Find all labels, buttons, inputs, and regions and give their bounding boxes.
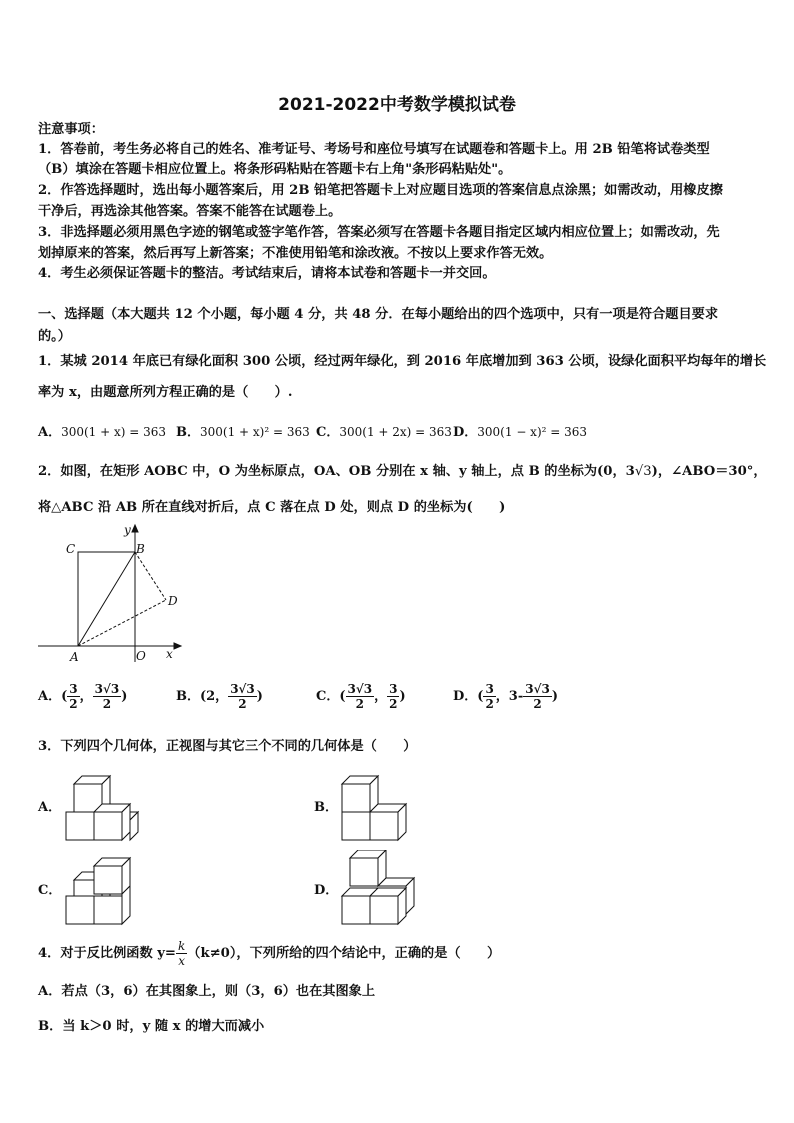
notice-line-7: 4．考生必须保证答题卡的整洁。考试结束后，请将本试卷和答题卡一并交回。: [38, 266, 496, 281]
close-paren: ): [399, 689, 406, 704]
q4-option-b: B．当 k＞0 时，y 随 x 的增大而减小: [38, 1019, 265, 1034]
notice-line-3: 2．作答选择题时，选出每小题答案后，用 2B 铅笔把答题卡上对应题目选项的答案信息点涂黑；如需改动，用橡皮擦: [38, 183, 723, 198]
fraction-k-over-x: [176, 939, 187, 968]
fraction: [228, 682, 257, 711]
q2-stem-line-1: [38, 463, 767, 481]
denominator: 2: [69, 697, 78, 711]
q2-option-b-label: B．(2，: [176, 689, 229, 704]
segment-bd: [135, 552, 166, 600]
y-axis-arrow: [132, 525, 138, 532]
q3-solid-d: [340, 850, 422, 926]
q3-option-c-label: C．: [38, 883, 62, 898]
numerator: 3: [389, 682, 398, 696]
numerator: 3: [69, 682, 78, 696]
separator: ，: [79, 689, 93, 704]
label-a: A: [70, 650, 79, 664]
denominator: 2: [238, 697, 247, 711]
notice-line-2: （B）填涂在答题卡相应位置上。将条形码粘贴在答题卡右上角"条形码粘贴处"。: [38, 162, 512, 177]
q2-option-a-label: A．(: [38, 689, 68, 704]
q4-stem-part-a: 4．对于反比例函数 y=: [38, 946, 176, 961]
q3-option-a-label: A．: [38, 800, 62, 815]
denominator: x: [178, 954, 186, 968]
close-paren: ): [256, 689, 263, 704]
label-y: y: [124, 523, 131, 537]
q1-option-d: [453, 421, 587, 440]
q2-figure: [36, 522, 186, 664]
fraction: [523, 682, 552, 711]
numerator: 3√3: [230, 682, 255, 696]
q4-option-a: A．若点（3，6）在其图象上，则（3，6）也在其图象上: [38, 984, 376, 999]
q3-option-d-label: D．: [314, 883, 339, 898]
fraction: [483, 682, 495, 711]
close-paren: ): [551, 689, 558, 704]
numerator: 3√3: [525, 682, 550, 696]
q1-option-b-label: B．: [176, 425, 200, 440]
section-heading-line-2: 的。）: [38, 329, 71, 344]
page-title: 2021-2022中考数学模拟试卷: [278, 95, 516, 115]
notice-line-5: 3．非选择题必须用黑色字迹的钢笔或签字笔作答，答案必须写在答题卡各题目指定区域内相应位置上；如需改动，先: [38, 225, 720, 240]
separator: ，3-: [495, 689, 524, 704]
numerator: 3: [485, 682, 494, 696]
q2-option-d: [453, 682, 558, 711]
segment-ad: [78, 600, 166, 646]
label-b: B: [136, 542, 145, 556]
q2-option-b: [176, 682, 263, 711]
q4-stem-part-b: （k≠0），下列所给的四个结论中，正确的是（ ）: [187, 946, 501, 961]
q1-option-c-text: 300(1 + 2x) = 363: [339, 425, 452, 439]
q1-option-d-label: D．: [453, 425, 478, 440]
q1-stem-line-2: 率为 x，由题意所列方程正确的是（ ）.: [38, 385, 293, 400]
numerator: k: [177, 939, 186, 953]
label-o: O: [136, 649, 146, 663]
fraction: [387, 682, 399, 711]
q3-option-b-label: B．: [314, 800, 338, 815]
close-paren: ): [121, 689, 128, 704]
q2-option-a: [38, 682, 127, 711]
notice-line-4: 干净后，再选涂其他答案。答案不能答在试题卷上。: [38, 204, 342, 219]
q3-solid-b: [340, 770, 422, 842]
q1-option-a-text: 300(1 + x) = 363: [61, 425, 167, 439]
q2-stem-part-b: )，∠ABO＝30°，: [651, 464, 767, 479]
numerator: 3√3: [94, 682, 120, 696]
q4-stem: [38, 939, 500, 968]
q1-option-a-label: A．: [38, 425, 62, 440]
q2-option-c: [316, 682, 406, 711]
label-d: D: [168, 594, 178, 608]
numerator: 3√3: [347, 682, 373, 696]
q1-stem-line-1: 1．某城 2014 年底已有绿化面积 300 公顷，经过两年绿化，到 2016 年底增加到 363 公顷，设绿化面积平均每年的增长: [38, 354, 767, 369]
notice-heading: 注意事项：: [38, 122, 104, 137]
label-c: C: [66, 542, 76, 556]
q3-solid-a: [64, 766, 146, 842]
notice-line-1: 1．答卷前，考生务必将自己的姓名、准考证号、考场号和座位号填写在试题卷和答题卡上。用 2B 铅笔将试卷类型: [38, 142, 710, 157]
denominator: 2: [102, 697, 112, 711]
q1-option-b: [176, 421, 310, 440]
fraction: [67, 682, 79, 711]
fraction: [93, 682, 122, 711]
denominator: 2: [485, 697, 494, 711]
q1-option-c-label: C．: [316, 425, 340, 440]
x-axis-arrow: [174, 643, 181, 649]
q2-sqrt: √3: [634, 464, 652, 479]
q3-stem: 3．下列四个几何体，正视图与其它三个不同的几何体是（ ）: [38, 739, 417, 754]
q3-solid-c: [64, 850, 146, 926]
label-x: x: [166, 647, 173, 661]
q1-option-a: [38, 421, 166, 440]
segment-ab: [78, 552, 135, 646]
q1-option-c: [316, 421, 452, 440]
q2-stem-line-2: 将△ABC 沿 AB 所在直线对折后，点 C 落在点 D 处，则点 D 的坐标为( ): [38, 500, 506, 515]
q1-option-d-text: 300(1 − x)² = 363: [477, 425, 588, 439]
q2-option-c-label: C．(: [316, 689, 346, 704]
q2-option-d-label: D．(: [453, 689, 484, 704]
denominator: 2: [533, 697, 542, 711]
section-heading-line-1: 一、选择题（本大题共 12 个小题，每小题 4 分，共 48 分．在每小题给出的四个选项中，只有一项是符合题目要求: [38, 307, 719, 322]
denominator: 2: [389, 697, 398, 711]
fraction: [346, 682, 375, 711]
notice-line-6: 划掉原来的答案，然后再写上新答案；不准使用铅笔和涂改液。不按以上要求作答无效。: [38, 246, 553, 261]
separator: ，: [374, 689, 388, 704]
denominator: 2: [355, 697, 364, 711]
q1-option-b-text: 300(1 + x)² = 363: [200, 425, 310, 439]
q2-stem-part-a: 2．如图，在矩形 AOBC 中，O 为坐标原点，OA、OB 分别在 x 轴、y 轴上，点 B 的坐标为(0，3: [38, 464, 635, 479]
